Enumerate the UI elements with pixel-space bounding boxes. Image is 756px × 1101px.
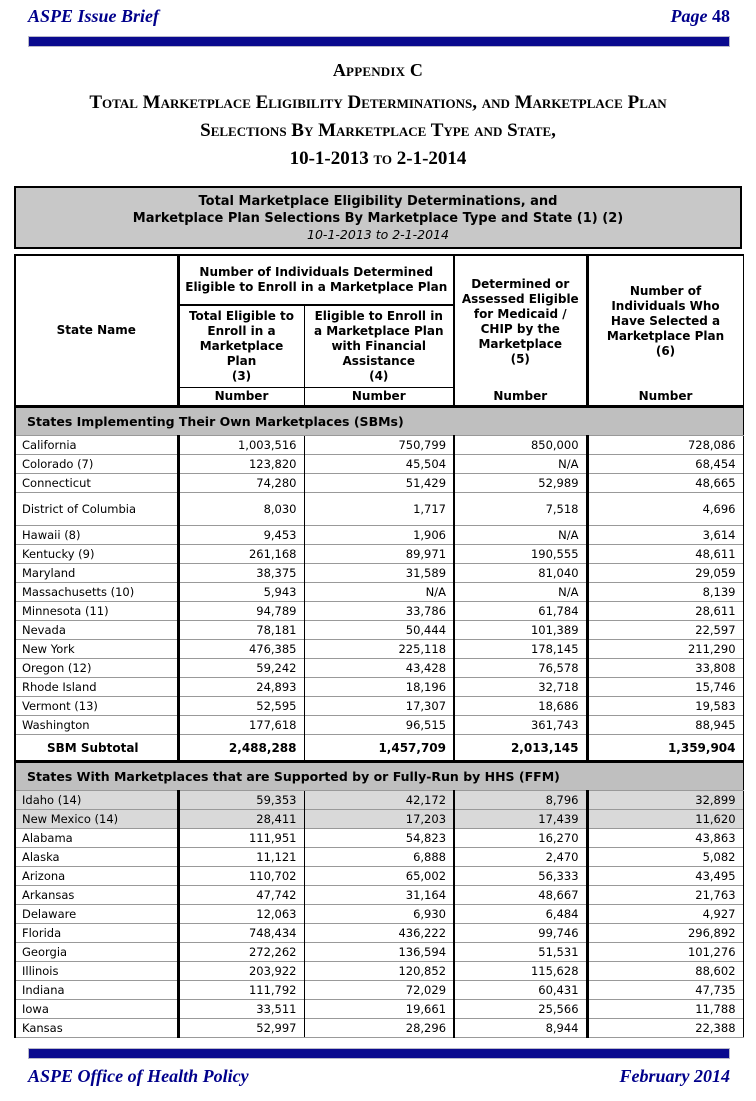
value-cell: 115,628 xyxy=(454,962,587,981)
value-cell: 9,453 xyxy=(178,526,304,545)
value-cell: 136,594 xyxy=(304,943,454,962)
page-number: 48 xyxy=(712,6,730,26)
table-row xyxy=(15,455,743,474)
value-cell: 52,989 xyxy=(454,474,587,493)
value-cell: 59,353 xyxy=(178,791,304,810)
value-cell: 203,922 xyxy=(178,962,304,981)
table-title-line-1: Total Marketplace Eligibility Determinations, and xyxy=(198,194,558,209)
table-row xyxy=(15,981,743,1000)
table-row xyxy=(15,602,743,621)
value-cell: 88,945 xyxy=(587,716,743,735)
value-cell: 33,786 xyxy=(304,602,454,621)
value-cell: 19,661 xyxy=(304,1000,454,1019)
table-row xyxy=(15,1019,743,1038)
value-cell: 190,555 xyxy=(454,545,587,564)
value-cell: 261,168 xyxy=(178,545,304,564)
value-cell: 29,059 xyxy=(587,564,743,583)
table-row xyxy=(15,621,743,640)
value-cell: 5,082 xyxy=(587,848,743,867)
state-name-cell: Illinois xyxy=(15,962,178,981)
value-cell: 11,788 xyxy=(587,1000,743,1019)
value-cell: 68,454 xyxy=(587,455,743,474)
column-header-financial-assistance xyxy=(304,305,454,388)
data-table xyxy=(14,254,744,1038)
value-cell: 2,470 xyxy=(454,848,587,867)
value-cell: N/A xyxy=(454,455,587,474)
state-name-cell: Delaware xyxy=(15,905,178,924)
header-brief-title: ASPE Issue Brief xyxy=(28,6,160,26)
table-row xyxy=(15,905,743,924)
value-cell: 65,002 xyxy=(304,867,454,886)
table-row xyxy=(15,678,743,697)
value-cell: 42,172 xyxy=(304,791,454,810)
footer-date: February 2014 xyxy=(619,1066,730,1086)
value-cell: 89,971 xyxy=(304,545,454,564)
table-row xyxy=(15,583,743,602)
title-line-1: Total Marketplace Eligibility Determinations, and Marketplace Plan xyxy=(89,92,667,113)
state-name-cell: Florida xyxy=(15,924,178,943)
value-cell: 31,164 xyxy=(304,886,454,905)
value-cell: 178,145 xyxy=(454,640,587,659)
value-cell: 11,620 xyxy=(587,810,743,829)
state-name-cell: Colorado (7) xyxy=(15,455,178,474)
value-cell: 52,595 xyxy=(178,697,304,716)
state-name-cell: New York xyxy=(15,640,178,659)
value-cell: 101,276 xyxy=(587,943,743,962)
table-row xyxy=(15,791,743,810)
value-cell: 177,618 xyxy=(178,716,304,735)
page-header xyxy=(0,0,756,27)
value-cell: 7,518 xyxy=(454,493,587,526)
table-body xyxy=(15,407,743,1038)
table-row xyxy=(15,526,743,545)
state-name-cell: Alabama xyxy=(15,829,178,848)
value-cell: 123,820 xyxy=(178,455,304,474)
value-cell: 8,944 xyxy=(454,1019,587,1038)
value-cell: 101,389 xyxy=(454,621,587,640)
footer-rule-bar xyxy=(28,1048,730,1059)
state-name-cell: Kansas xyxy=(15,1019,178,1038)
header-rule-bar xyxy=(28,36,730,47)
value-cell: 6,484 xyxy=(454,905,587,924)
value-cell: 54,823 xyxy=(304,829,454,848)
table-row xyxy=(15,1000,743,1019)
value-cell: 8,139 xyxy=(587,583,743,602)
state-name-cell: Idaho (14) xyxy=(15,791,178,810)
value-cell: 56,333 xyxy=(454,867,587,886)
value-cell: 78,181 xyxy=(178,621,304,640)
section-header: States With Marketplaces that are Supported by or Fully-Run by HHS (FFM) xyxy=(15,762,743,791)
value-cell: 74,280 xyxy=(178,474,304,493)
value-cell: 21,763 xyxy=(587,886,743,905)
document-title xyxy=(0,89,756,173)
header-page-number xyxy=(671,6,730,27)
value-cell: 750,799 xyxy=(304,436,454,455)
table-row xyxy=(15,659,743,678)
state-name-cell: Maryland xyxy=(15,564,178,583)
table-row xyxy=(15,943,743,962)
table-title-date: 10-1-2013 to 2-1-2014 xyxy=(307,227,449,242)
table-row xyxy=(15,848,743,867)
value-cell: 8,030 xyxy=(178,493,304,526)
value-cell: 48,665 xyxy=(587,474,743,493)
state-name-cell: Oregon (12) xyxy=(15,659,178,678)
table-row xyxy=(15,716,743,735)
value-cell: 25,566 xyxy=(454,1000,587,1019)
table-row xyxy=(15,829,743,848)
table-row xyxy=(15,640,743,659)
value-cell: 32,899 xyxy=(587,791,743,810)
value-cell: 12,063 xyxy=(178,905,304,924)
value-cell: N/A xyxy=(304,583,454,602)
value-cell: N/A xyxy=(454,526,587,545)
value-cell: 11,121 xyxy=(178,848,304,867)
state-name-cell: Georgia xyxy=(15,943,178,962)
table-row xyxy=(15,810,743,829)
value-cell: 3,614 xyxy=(587,526,743,545)
value-cell: 211,290 xyxy=(587,640,743,659)
value-cell: 5,943 xyxy=(178,583,304,602)
table-row xyxy=(15,867,743,886)
appendix-heading: Appendix C xyxy=(332,60,424,80)
value-cell: 45,504 xyxy=(304,455,454,474)
value-cell: 28,411 xyxy=(178,810,304,829)
value-cell: 43,863 xyxy=(587,829,743,848)
number-subheader: Number xyxy=(454,388,587,407)
column-header-selected-number: (6) xyxy=(655,344,676,359)
state-name-cell: Hawaii (8) xyxy=(15,526,178,545)
state-name-cell: Iowa xyxy=(15,1000,178,1019)
number-subheader: Number xyxy=(178,388,304,407)
value-cell: 296,892 xyxy=(587,924,743,943)
table-row xyxy=(15,564,743,583)
value-cell: 51,531 xyxy=(454,943,587,962)
column-header-medicaid-text: Determined or Assessed Eligible for Medicaid / CHIP by the Marketplace xyxy=(461,276,579,351)
state-name-cell: Connecticut xyxy=(15,474,178,493)
value-cell: 19,583 xyxy=(587,697,743,716)
value-cell: 52,997 xyxy=(178,1019,304,1038)
value-cell: 476,385 xyxy=(178,640,304,659)
column-header-medicaid-number: (5) xyxy=(510,351,530,366)
column-header-total-eligible xyxy=(178,305,304,388)
state-name-cell: Minnesota (11) xyxy=(15,602,178,621)
value-cell: 72,029 xyxy=(304,981,454,1000)
value-cell: 18,686 xyxy=(454,697,587,716)
column-header-selected xyxy=(587,255,743,388)
state-name-cell: Alaska xyxy=(15,848,178,867)
value-cell: 850,000 xyxy=(454,436,587,455)
column-header-total-eligible-number: (3) xyxy=(231,369,252,383)
state-name-cell: Nevada xyxy=(15,621,178,640)
value-cell: 272,262 xyxy=(178,943,304,962)
state-name-cell: Vermont (13) xyxy=(15,697,178,716)
value-cell: 32,718 xyxy=(454,678,587,697)
value-cell: 111,792 xyxy=(178,981,304,1000)
value-cell: 436,222 xyxy=(304,924,454,943)
value-cell: N/A xyxy=(454,583,587,602)
table-row xyxy=(15,886,743,905)
column-header-financial-assistance-number: (4) xyxy=(369,369,389,383)
value-cell: 31,589 xyxy=(304,564,454,583)
state-name-cell: Massachusetts (10) xyxy=(15,583,178,602)
value-cell: 8,796 xyxy=(454,791,587,810)
value-cell: 60,431 xyxy=(454,981,587,1000)
value-cell: 2,488,288 xyxy=(178,735,304,762)
section-header: States Implementing Their Own Marketplaces (SBMs) xyxy=(15,407,743,436)
table-row xyxy=(15,735,743,762)
value-cell: 43,495 xyxy=(587,867,743,886)
table-row xyxy=(15,697,743,716)
value-cell: 1,906 xyxy=(304,526,454,545)
table-row xyxy=(15,474,743,493)
value-cell: 33,808 xyxy=(587,659,743,678)
value-cell: 43,428 xyxy=(304,659,454,678)
state-name-cell: Kentucky (9) xyxy=(15,545,178,564)
title-line-3: 10-1-2013 to 2-1-2014 xyxy=(289,148,467,169)
value-cell: 16,270 xyxy=(454,829,587,848)
value-cell: 361,743 xyxy=(454,716,587,735)
table-row xyxy=(15,493,743,526)
state-name-cell: Indiana xyxy=(15,981,178,1000)
value-cell: 2,013,145 xyxy=(454,735,587,762)
value-cell: 50,444 xyxy=(304,621,454,640)
value-cell: 47,742 xyxy=(178,886,304,905)
title-line-2: Selections By Marketplace Type and State, xyxy=(200,120,556,141)
state-name-cell: California xyxy=(15,436,178,455)
value-cell: 33,511 xyxy=(178,1000,304,1019)
value-cell: 59,242 xyxy=(178,659,304,678)
value-cell: 88,602 xyxy=(587,962,743,981)
state-name-cell: SBM Subtotal xyxy=(15,735,178,762)
value-cell: 61,784 xyxy=(454,602,587,621)
table-header xyxy=(15,255,743,407)
value-cell: 22,597 xyxy=(587,621,743,640)
value-cell: 17,439 xyxy=(454,810,587,829)
value-cell: 28,611 xyxy=(587,602,743,621)
table-row xyxy=(15,436,743,455)
column-header-medicaid xyxy=(454,255,587,388)
value-cell: 120,852 xyxy=(304,962,454,981)
value-cell: 225,118 xyxy=(304,640,454,659)
state-name-cell: Arizona xyxy=(15,867,178,886)
value-cell: 22,388 xyxy=(587,1019,743,1038)
value-cell: 15,746 xyxy=(587,678,743,697)
state-name-cell: Rhode Island xyxy=(15,678,178,697)
value-cell: 4,927 xyxy=(587,905,743,924)
value-cell: 96,515 xyxy=(304,716,454,735)
value-cell: 48,611 xyxy=(587,545,743,564)
value-cell: 81,040 xyxy=(454,564,587,583)
value-cell: 1,457,709 xyxy=(304,735,454,762)
state-name-cell: Arkansas xyxy=(15,886,178,905)
value-cell: 6,888 xyxy=(304,848,454,867)
column-header-selected-text: Number of Individuals Who Have Selected a Marketplace Plan xyxy=(606,284,725,344)
value-cell: 47,735 xyxy=(587,981,743,1000)
value-cell: 24,893 xyxy=(178,678,304,697)
footer-office-name: ASPE Office of Health Policy xyxy=(28,1066,249,1086)
table-title-block xyxy=(14,186,742,249)
table-row xyxy=(15,545,743,564)
value-cell: 111,951 xyxy=(178,829,304,848)
value-cell: 48,667 xyxy=(454,886,587,905)
table-row xyxy=(15,924,743,943)
column-header-group: Number of Individuals Determined Eligible to Enroll in a Marketplace Plan xyxy=(178,255,454,305)
value-cell: 94,789 xyxy=(178,602,304,621)
number-subheader: Number xyxy=(587,388,743,407)
value-cell: 38,375 xyxy=(178,564,304,583)
page-label: Page xyxy=(670,6,708,26)
value-cell: 1,003,516 xyxy=(178,436,304,455)
column-header-total-eligible-text: Total Eligible to Enroll in a Marketplace Plan xyxy=(188,309,295,368)
value-cell: 18,196 xyxy=(304,678,454,697)
value-cell: 1,717 xyxy=(304,493,454,526)
value-cell: 28,296 xyxy=(304,1019,454,1038)
value-cell: 76,578 xyxy=(454,659,587,678)
value-cell: 728,086 xyxy=(587,436,743,455)
column-header-state: State Name xyxy=(15,255,178,407)
value-cell: 748,434 xyxy=(178,924,304,943)
value-cell: 6,930 xyxy=(304,905,454,924)
number-subheader: Number xyxy=(304,388,454,407)
state-name-cell: District of Columbia xyxy=(15,493,178,526)
table-row xyxy=(15,962,743,981)
value-cell: 4,696 xyxy=(587,493,743,526)
column-header-financial-assistance-text: Eligible to Enroll in a Marketplace Plan with Financial Assistance xyxy=(313,309,444,368)
table-title-line-2: Marketplace Plan Selections By Marketplace Type and State (1) (2) xyxy=(132,211,624,226)
state-name-cell: New Mexico (14) xyxy=(15,810,178,829)
value-cell: 110,702 xyxy=(178,867,304,886)
value-cell: 17,203 xyxy=(304,810,454,829)
value-cell: 99,746 xyxy=(454,924,587,943)
value-cell: 17,307 xyxy=(304,697,454,716)
state-name-cell: Washington xyxy=(15,716,178,735)
page-footer xyxy=(0,1039,756,1087)
value-cell: 51,429 xyxy=(304,474,454,493)
value-cell: 1,359,904 xyxy=(587,735,743,762)
